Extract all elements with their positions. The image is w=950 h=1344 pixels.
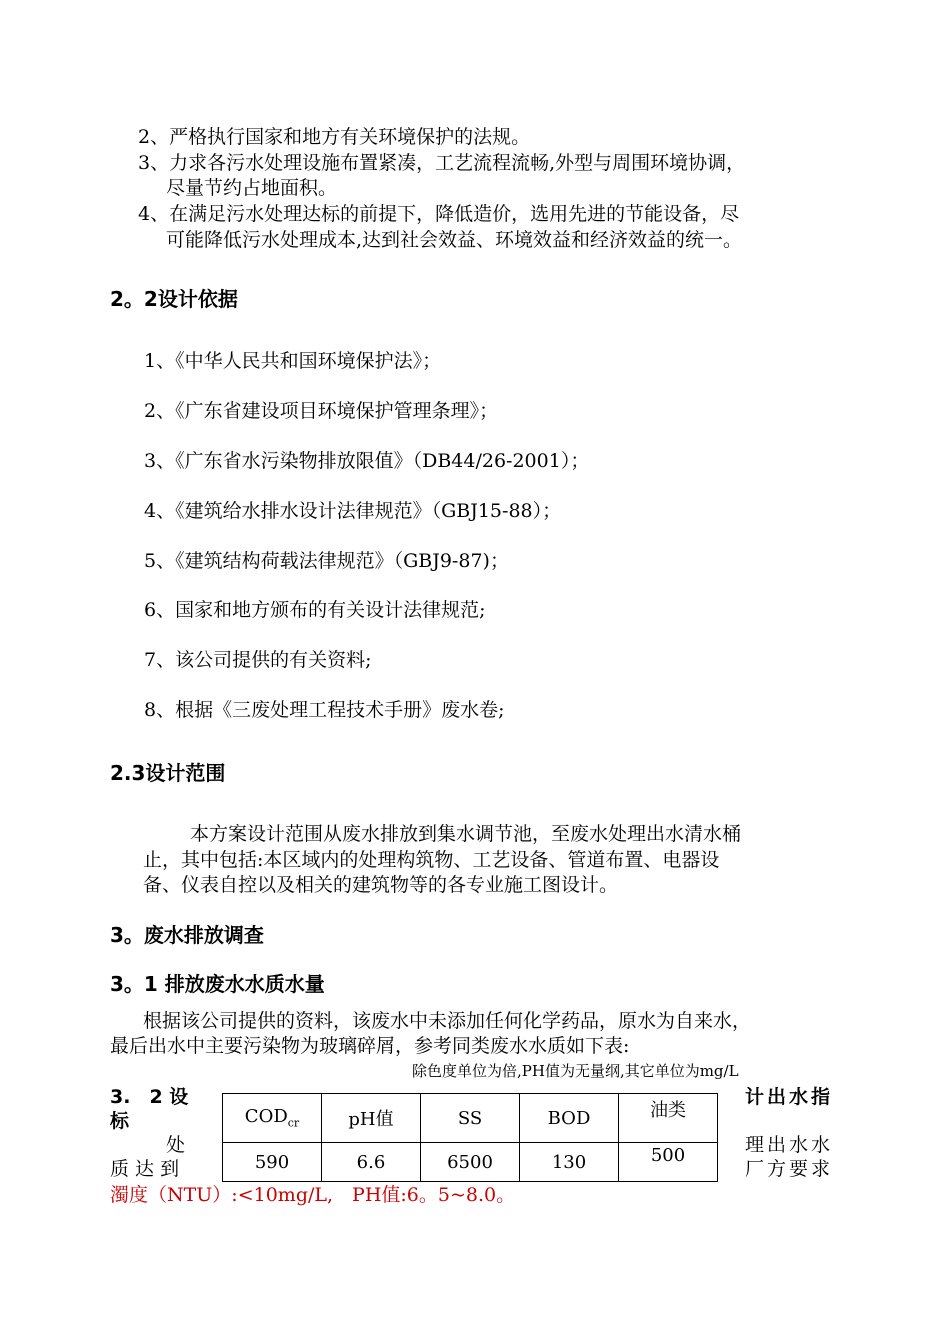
table-cell: 590 [223, 1143, 322, 1182]
section-3-2-fragment-left-4: 质 达 到 [110, 1158, 180, 1180]
principle-item-4-line1: 4、在满足污水处理达标的前提下，降低造价，选用先进的节能设备，尽 [138, 203, 740, 225]
section-2-3-heading: 2.3设计范围 [110, 761, 226, 785]
scope-paragraph-line3: 备、仪表自控以及相关的建筑物等的各专业施工图设计。 [143, 874, 619, 896]
principle-item-4-line2: 可能降低污水处理成本,达到社会效益、环境效益和经济效益的统一。 [166, 229, 743, 251]
table-cell: 6.6 [322, 1143, 421, 1182]
basis-item: 8、根据《三废处理工程技术手册》废水卷; [144, 699, 505, 721]
table-header-cell: SS [421, 1094, 520, 1143]
table-cell: 130 [520, 1143, 619, 1182]
table-header-row [223, 1094, 718, 1143]
unit-note: 除色度单位为倍,PH值为无量纲,其它单位为mg/L [412, 1062, 739, 1080]
principle-item-2: 2、严格执行国家和地方有关环境保护的法规。 [138, 126, 531, 148]
section-3-2-fragment-right-1: 计出水指 [745, 1086, 834, 1108]
section-2-2-heading: 2。2设计依据 [110, 287, 238, 311]
section-3-2-fragment-left-3: 处 [166, 1134, 186, 1156]
survey-paragraph-line1: 根据该公司提供的资料，该废水中未添加任何化学药品，原水为自来水， [143, 1010, 752, 1032]
section-3-heading: 3。废水排放调查 [110, 923, 264, 947]
basis-item: 7、该公司提供的有关资料; [144, 649, 372, 671]
basis-item: 4、《建筑给水排水设计法律规范》（GBJ15-88）； [144, 500, 562, 522]
basis-item: 2、《广东省建设项目环境保护管理条理》； [144, 400, 499, 422]
section-3-2-fragment-left-1: 3. 2 设 [110, 1086, 189, 1108]
basis-item: 1、《中华人民共和国环境保护法》； [144, 350, 442, 372]
table-header-cell: 油类 [619, 1094, 718, 1143]
table-cell: 6500 [421, 1143, 520, 1182]
table-header-cell: BOD [520, 1094, 619, 1143]
survey-paragraph-line2: 最后出水中主要污染物为玻璃碎屑，参考同类废水水质如下表: [110, 1035, 630, 1057]
basis-item: 6、国家和地方颁布的有关设计法律规范; [144, 599, 486, 621]
section-3-2-fragment-right-2: 理出水水 [745, 1134, 834, 1156]
table-cell: 500 [619, 1143, 718, 1182]
scope-paragraph-line2: 止，其中包括:本区域内的处理构筑物、工艺设备、管道布置、电器设 [143, 849, 720, 871]
principle-item-3-line1: 3、力求各污水处理设施布置紧凑，工艺流程流畅,外型与周围环境协调， [138, 152, 746, 174]
turbidity-ph-requirement: 濁度（NTU）:<10mg/L, PH值:6。5~8.0。 [110, 1184, 516, 1206]
water-quality-table [222, 1093, 718, 1182]
section-3-2-fragment-right-3: 厂方要求 [745, 1158, 834, 1180]
table-header-cell-cod: $COD_{cr}$ [223, 1094, 322, 1143]
basis-item: 3、《广东省水污染物排放限值》（DB44/26-2001）； [144, 450, 590, 472]
scope-paragraph-line1: 本方案设计范围从废水排放到集水调节池，至废水处理出水清水桶 [190, 823, 742, 845]
section-3-2-fragment-left-2: 标 [110, 1110, 130, 1132]
basis-item: 5、《建筑结构荷载法律规范》（GBJ9-87)； [144, 550, 509, 572]
section-3-1-heading: 3。1 排放废水水质水量 [110, 972, 325, 996]
table-row [223, 1143, 718, 1182]
principle-item-3-line2: 尽量节约占地面积。 [166, 177, 338, 199]
table-header-cell: pH值 [322, 1094, 421, 1143]
